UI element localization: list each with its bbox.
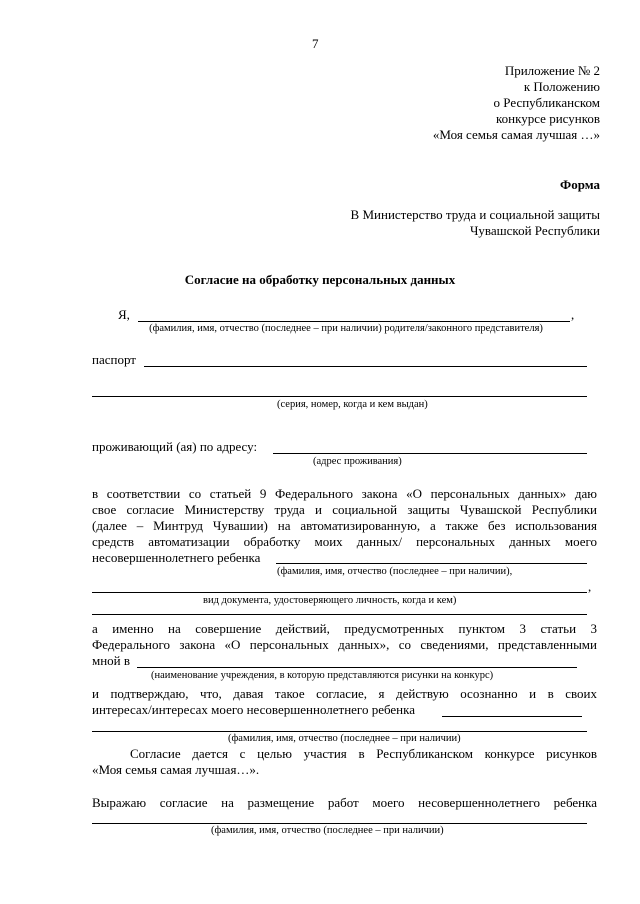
body-p4-line-2: «Моя семья самая лучшая…». — [92, 762, 260, 777]
body-p1-line-2: свое согласие Министерству труда и социальной защиты Чувашской Республики — [92, 502, 597, 517]
child-doc-comma: , — [588, 579, 592, 594]
child-fio-line-3 — [92, 823, 587, 824]
body-p1-line-3: (далее – Минтруд Чувашии) на автоматизированную, а также без использования — [92, 518, 597, 533]
appendix-line-5: «Моя семья самая лучшая …» — [432, 127, 600, 142]
appendix-line-3: о Республиканском — [493, 95, 600, 110]
body-p1-line-5: несовершеннолетнего ребенка — [92, 550, 261, 565]
body-p1-line-4: средств автоматизации обработку моих данных/ персональных данных моего — [92, 534, 597, 549]
body-p3-line-1: и подтверждаю, что, давая такое согласие, я действую осознанно и в своих — [92, 686, 597, 701]
appendix-line-1: Приложение № 2 — [504, 63, 600, 78]
body-p2-line-2: Федерального закона «О персональных данных», со сведениями, представленными — [92, 637, 597, 652]
ya-label: Я, — [118, 307, 130, 322]
p2-top-line — [92, 614, 587, 615]
passport-hint: (серия, номер, когда и кем выдан) — [277, 399, 428, 410]
body-p3-line-2: интересах/интересах моего несовершеннолетнего ребенка — [92, 702, 416, 717]
ya-comma: , — [571, 307, 575, 322]
child-fio-line-2 — [92, 731, 587, 732]
institution-hint: (наименование учреждения, в которую представляются рисунки на конкурс) — [151, 670, 494, 681]
page-number: 7 — [312, 36, 319, 51]
passport-line-2 — [92, 396, 587, 397]
fio-parent-hint: (фамилия, имя, отчество (последнее – при наличии) родителя/законного представителя) — [149, 323, 543, 334]
document-title: Согласие на обработку персональных данных — [184, 272, 456, 287]
child-doc-line — [92, 592, 587, 593]
interests-child-line — [442, 716, 582, 717]
appendix-line-2: к Положению — [523, 79, 600, 94]
body-p4-line-1: Согласие дается с целью участия в Республиканском конкурсе рисунков — [130, 746, 597, 761]
address-line — [273, 453, 587, 454]
addressee-line-2: Чувашской Республики — [469, 223, 600, 238]
body-p1-line-1: в соответствии со статьей 9 Федерального закона «О персональных данных» даю — [92, 486, 597, 501]
appendix-line-4: конкурсе рисунков — [496, 111, 600, 126]
child-fio-line — [276, 563, 587, 564]
form-label: Форма — [560, 177, 600, 192]
address-hint: (адрес проживания) — [313, 456, 402, 467]
child-doc-hint: вид документа, удостоверяющего личность, когда и кем) — [203, 595, 457, 606]
passport-label: паспорт — [92, 352, 136, 367]
fio-parent-line — [138, 321, 570, 322]
child-fio-hint-3: (фамилия, имя, отчество (последнее – при наличии) — [211, 825, 444, 836]
addressee-line-1: В Министерство труда и социальной защиты — [350, 207, 600, 222]
body-p5-line-1: Выражаю согласие на размещение работ моего несовершеннолетнего ребенка — [92, 795, 597, 810]
body-p2-line-3: мной в — [92, 653, 131, 668]
child-fio-hint: (фамилия, имя, отчество (последнее – при наличии), — [277, 566, 513, 577]
institution-line — [137, 667, 577, 668]
address-label: проживающий (ая) по адресу: — [92, 439, 258, 454]
child-fio-hint-2: (фамилия, имя, отчество (последнее – при наличии) — [228, 733, 461, 744]
passport-line-1 — [144, 366, 587, 367]
body-p2-line-1: а именно на совершение действий, предусмотренных пунктом 3 статьи 3 — [92, 621, 597, 636]
